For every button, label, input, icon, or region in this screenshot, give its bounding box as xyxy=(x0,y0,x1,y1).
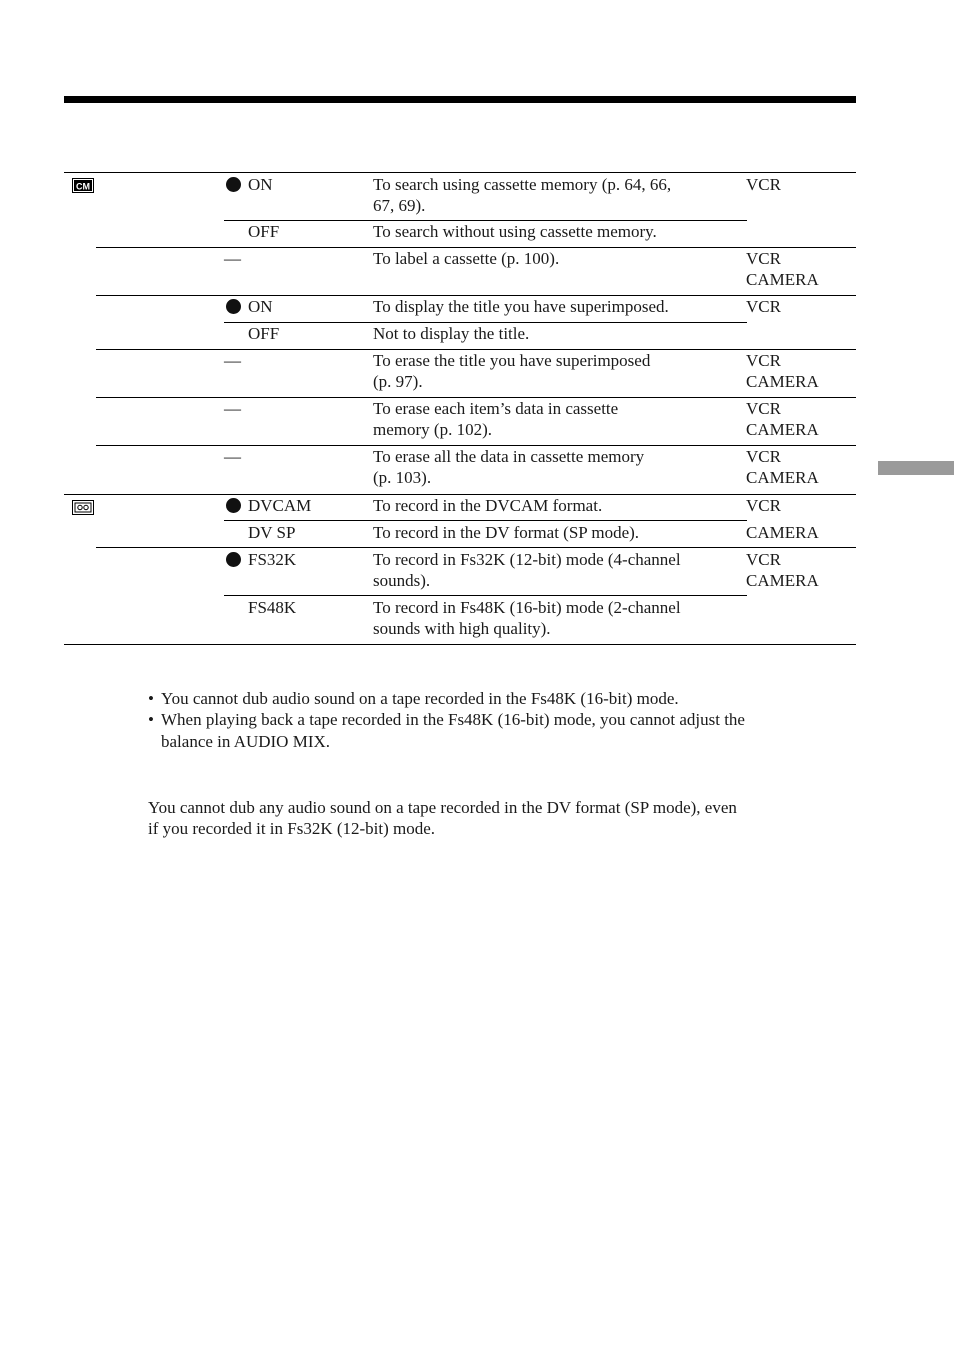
mode-label: CAMERA xyxy=(746,523,819,542)
setting-description: To erase each item’s data in cassette xyxy=(373,399,619,418)
note-text: You cannot dub audio sound on a tape recorded in the Fs48K (16-bit) mode. xyxy=(161,689,679,708)
row-rule xyxy=(224,595,747,596)
mode-label: CAMERA xyxy=(746,571,819,590)
svg-text:CM: CM xyxy=(76,181,90,192)
mode-label: VCR xyxy=(746,399,781,418)
setting-description: (p. 103). xyxy=(373,468,432,487)
default-mark xyxy=(226,299,241,314)
default-mark xyxy=(226,177,241,192)
setting-value: — xyxy=(224,447,241,466)
setting-value: DV SP xyxy=(248,523,296,542)
setting-value: FS48K xyxy=(248,598,297,617)
bullet-mark: • xyxy=(148,710,154,729)
table-bottom-rule xyxy=(64,644,856,645)
mode-label: VCR xyxy=(746,496,781,515)
mode-label: VCR xyxy=(746,447,781,466)
default-mark xyxy=(226,552,241,567)
note-text: When playing back a tape recorded in the Fs48K (16-bit) mode, you cannot adjust the xyxy=(161,710,745,729)
table-top-rule xyxy=(64,172,856,173)
setting-value: — xyxy=(224,249,241,268)
setting-description: To record in the DV format (SP mode). xyxy=(373,523,640,542)
setting-description: Not to display the title. xyxy=(373,324,530,343)
setting-description: (p. 97). xyxy=(373,372,423,391)
menu-settings-table xyxy=(64,171,856,645)
row-rule xyxy=(96,547,856,548)
note-text: balance in AUDIO MIX. xyxy=(161,732,331,751)
mode-label: VCR xyxy=(746,297,781,316)
setting-value: DVCAM xyxy=(248,496,312,515)
mode-label: VCR xyxy=(746,249,781,268)
mode-label: VCR xyxy=(746,175,781,194)
setting-description: memory (p. 102). xyxy=(373,420,492,439)
setting-description: To record in Fs32K (12-bit) mode (4-channel xyxy=(373,550,681,569)
setting-value: — xyxy=(224,351,241,370)
mode-label: CAMERA xyxy=(746,420,819,439)
setting-description: To search without using cassette memory. xyxy=(373,222,657,241)
mode-label: VCR xyxy=(746,351,781,370)
setting-description: 67, 69). xyxy=(373,196,426,215)
paragraph-text: You cannot dub any audio sound on a tape recorded in the DV format (SP mode), even xyxy=(148,798,737,817)
setting-description: To record in the DVCAM format. xyxy=(373,496,603,515)
vtr-set-icon xyxy=(72,500,94,515)
setting-value: ON xyxy=(248,175,273,194)
setting-description: sounds). xyxy=(373,571,431,590)
default-mark xyxy=(226,498,241,513)
setting-value: FS32K xyxy=(248,550,297,569)
paragraph-text: if you recorded it in Fs32K (12-bit) mode. xyxy=(148,819,436,838)
bullet-mark: • xyxy=(148,689,154,708)
setting-value: OFF xyxy=(248,324,280,343)
mode-label: VCR xyxy=(746,550,781,569)
setting-description: To erase all the data in cassette memory xyxy=(373,447,645,466)
setting-value: OFF xyxy=(248,222,280,241)
mode-label: CAMERA xyxy=(746,270,819,289)
setting-description: To search using cassette memory (p. 64, 66, xyxy=(373,175,672,194)
section-tab xyxy=(878,461,954,475)
mode-label: CAMERA xyxy=(746,468,819,487)
setting-value: — xyxy=(224,399,241,418)
mode-label: CAMERA xyxy=(746,372,819,391)
setting-value: ON xyxy=(248,297,273,316)
setting-description: To label a cassette (p. 100). xyxy=(373,249,560,268)
setting-description: sounds with high quality). xyxy=(373,619,551,638)
setting-description: To record in Fs48K (16-bit) mode (2-channel xyxy=(373,598,681,617)
cassette-memory-icon xyxy=(72,178,94,193)
row-rule xyxy=(224,520,747,521)
header-rule xyxy=(64,96,856,103)
setting-description: To erase the title you have superimposed xyxy=(373,351,651,370)
setting-description: To display the title you have superimposed. xyxy=(373,297,669,316)
